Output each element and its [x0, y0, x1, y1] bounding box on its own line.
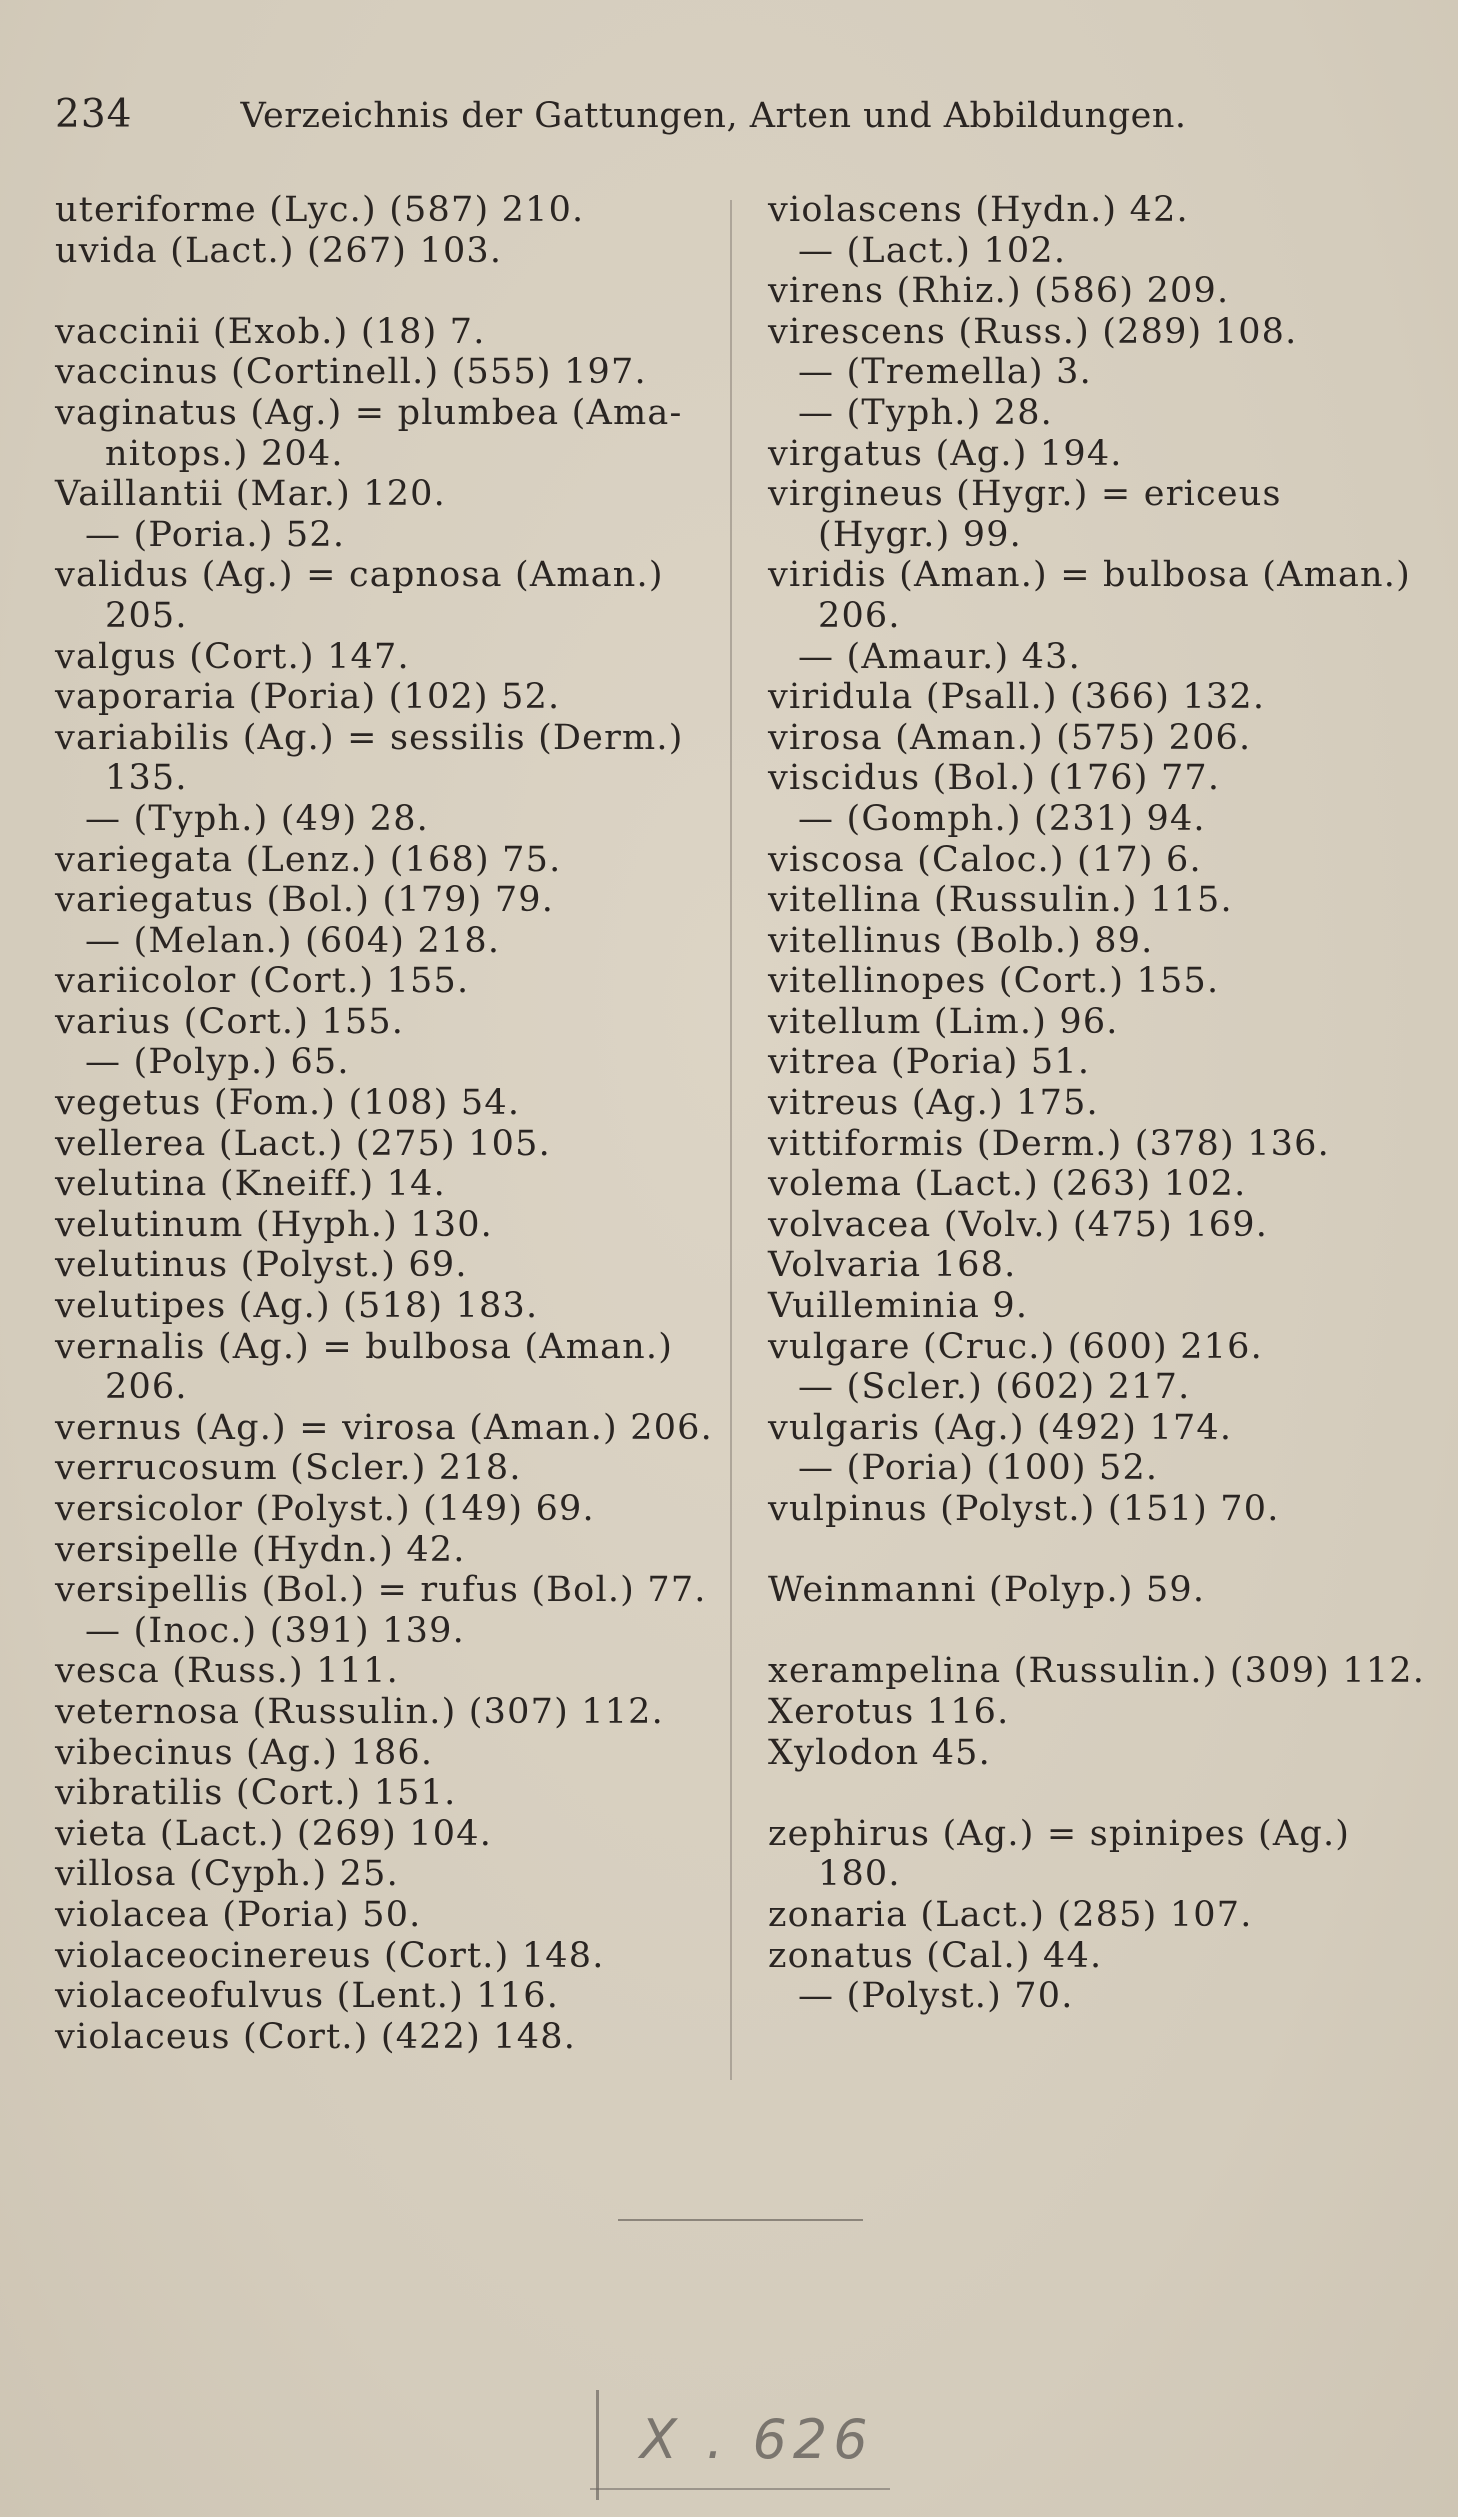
index-entry: vitellum (Lim.) 96. — [768, 1001, 1119, 1042]
index-entry: — (Amaur.) 43. — [798, 636, 1081, 677]
index-entry: Volvaria 168. — [768, 1245, 1017, 1286]
index-entry: — (Scler.) (602) 217. — [798, 1367, 1191, 1408]
index-entry: vellerea (Lact.) (275) 105. — [55, 1123, 551, 1164]
index-entry: vitrea (Poria) 51. — [768, 1042, 1091, 1083]
stamp-underline — [590, 2488, 890, 2490]
index-entry: vieta (Lact.) (269) 104. — [55, 1813, 493, 1854]
end-rule — [618, 2219, 863, 2221]
index-gap — [55, 271, 715, 312]
index-entry: 206. — [105, 1367, 188, 1408]
index-entry: vibratilis (Cort.) 151. — [55, 1773, 457, 1814]
library-catalog-mark — [590, 2390, 890, 2500]
index-entry: — (Lact.) 102. — [798, 230, 1067, 271]
index-entry: velutipes (Ag.) (518) 183. — [55, 1286, 539, 1327]
index-gap — [768, 1611, 1418, 1652]
index-entry: Vaillantii (Mar.) 120. — [55, 474, 446, 515]
index-entry: vaporaria (Poria) (102) 52. — [55, 677, 561, 718]
index-entry: viscosa (Caloc.) (17) 6. — [768, 839, 1202, 880]
index-entry: — (Tremella) 3. — [798, 352, 1092, 393]
index-entry: vibecinus (Ag.) 186. — [55, 1732, 434, 1773]
index-entry: varius (Cort.) 155. — [55, 1001, 405, 1042]
index-entry: variegata (Lenz.) (168) 75. — [55, 839, 562, 880]
index-entry: velutinum (Hyph.) 130. — [55, 1204, 494, 1245]
index-entry: uvida (Lact.) (267) 103. — [55, 230, 503, 271]
index-column-right — [768, 190, 1426, 2017]
running-title: Verzeichnis der Gattungen, Arten und Abbildungen. — [240, 96, 1187, 136]
index-entry: vaccinii (Exob.) (18) 7. — [55, 311, 486, 352]
index-entry: veternosa (Russulin.) (307) 112. — [55, 1691, 664, 1732]
index-entry: virgineus (Hygr.) = ericeus — [768, 474, 1282, 515]
index-entry: velutina (Kneiff.) 14. — [55, 1164, 446, 1205]
index-entry: Vuilleminia 9. — [768, 1286, 1029, 1327]
index-entry: valgus (Cort.) 147. — [55, 636, 410, 677]
index-entry: vulgaris (Ag.) (492) 174. — [768, 1407, 1233, 1448]
index-entry: variabilis (Ag.) = sessilis (Derm.) — [55, 717, 684, 758]
index-entry: Weinmanni (Polyp.) 59. — [768, 1570, 1206, 1611]
index-entry: vernalis (Ag.) = bulbosa (Aman.) — [55, 1326, 674, 1367]
index-entry: — (Poria) (100) 52. — [798, 1448, 1159, 1489]
index-entry: vitellinopes (Cort.) 155. — [768, 961, 1220, 1002]
index-entry: 180. — [818, 1854, 901, 1895]
index-entry: violacea (Poria) 50. — [55, 1894, 422, 1935]
index-entry: validus (Ag.) = capnosa (Aman.) — [55, 555, 664, 596]
index-entry: vaginatus (Ag.) = plumbea (Ama- — [55, 392, 683, 433]
index-entry: vernus (Ag.) = virosa (Aman.) 206. — [55, 1407, 713, 1448]
index-entry: violascens (Hydn.) 42. — [768, 190, 1189, 230]
index-entry: — (Polyp.) 65. — [85, 1042, 350, 1083]
index-entry: — (Poria.) 52. — [85, 514, 346, 555]
index-gap — [768, 1773, 1418, 1814]
index-entry: — (Typh.) 28. — [798, 392, 1054, 433]
index-entry: — (Inoc.) (391) 139. — [85, 1610, 465, 1651]
index-entry: zephirus (Ag.) = spinipes (Ag.) — [768, 1813, 1351, 1854]
index-entry: versicolor (Polyst.) (149) 69. — [55, 1489, 595, 1529]
index-entry: verrucosum (Scler.) 218. — [55, 1448, 522, 1489]
page-number: 234 — [55, 92, 133, 137]
index-entry: zonatus (Cal.) 44. — [768, 1935, 1103, 1976]
index-entry: viscidus (Bol.) (176) 77. — [768, 758, 1221, 799]
index-entry: volema (Lact.) (263) 102. — [768, 1164, 1247, 1205]
index-entry: 135. — [105, 758, 188, 799]
index-entry: vitellina (Russulin.) 115. — [768, 880, 1233, 921]
index-entry: — (Gomph.) (231) 94. — [798, 798, 1206, 839]
column-divider — [730, 200, 732, 2080]
index-entry: versipelle (Hydn.) 42. — [55, 1529, 466, 1570]
index-entry: virescens (Russ.) (289) 108. — [768, 311, 1298, 352]
index-entry: vulpinus (Polyst.) (151) 70. — [768, 1489, 1280, 1529]
index-entry: viridula (Psall.) (366) 132. — [768, 677, 1266, 718]
index-entry: vulgare (Cruc.) (600) 216. — [768, 1326, 1263, 1367]
index-entry: villosa (Cyph.) 25. — [55, 1854, 399, 1895]
index-entry: Xerotus 116. — [768, 1691, 1010, 1732]
index-entry: vittiformis (Derm.) (378) 136. — [768, 1123, 1330, 1164]
index-entry: violaceus (Cort.) (422) 148. — [55, 2016, 577, 2057]
index-entry: — (Melan.) (604) 218. — [85, 920, 501, 961]
index-column-left — [55, 190, 715, 2057]
index-entry: vaccinus (Cortinell.) (555) 197. — [55, 352, 647, 393]
index-entry: uteriforme (Lyc.) (587) 210. — [55, 190, 585, 230]
index-entry: 206. — [818, 595, 901, 636]
index-entry: — (Typh.) (49) 28. — [85, 798, 429, 839]
index-entry: 205. — [105, 595, 188, 636]
index-entry: virosa (Aman.) (575) 206. — [768, 717, 1252, 758]
index-entry: variicolor (Cort.) 155. — [55, 961, 470, 1002]
catalog-number: X . 626 — [640, 2408, 874, 2471]
index-entry: virens (Rhiz.) (586) 209. — [768, 271, 1230, 312]
index-entry: zonaria (Lact.) (285) 107. — [768, 1894, 1253, 1935]
index-entry: virgatus (Ag.) 194. — [768, 433, 1123, 474]
index-entry: volvacea (Volv.) (475) 169. — [768, 1204, 1269, 1245]
index-entry: variegatus (Bol.) (179) 79. — [55, 880, 555, 921]
page-header — [55, 92, 1235, 152]
index-entry: violaceocinereus (Cort.) 148. — [55, 1935, 605, 1976]
index-entry: Xylodon 45. — [768, 1732, 991, 1773]
index-entry: viridis (Aman.) = bulbosa (Aman.) — [768, 555, 1411, 596]
index-entry: — (Polyst.) 70. — [798, 1976, 1074, 2017]
index-entry: xerampelina (Russulin.) (309) 112. — [768, 1651, 1426, 1692]
index-entry: vesca (Russ.) 111. — [55, 1651, 399, 1692]
index-entry: (Hygr.) 99. — [818, 514, 1023, 555]
index-gap — [768, 1530, 1418, 1571]
index-entry: vitellinus (Bolb.) 89. — [768, 920, 1154, 961]
index-entry: nitops.) 204. — [105, 433, 344, 474]
index-entry: vegetus (Fom.) (108) 54. — [55, 1083, 521, 1124]
index-entry: vitreus (Ag.) 175. — [768, 1083, 1099, 1124]
stamp-bar — [596, 2390, 599, 2500]
index-entry: velutinus (Polyst.) 69. — [55, 1245, 468, 1286]
index-entry: violaceofulvus (Lent.) 116. — [55, 1976, 560, 2017]
index-entry: versipellis (Bol.) = rufus (Bol.) 77. — [55, 1570, 707, 1611]
